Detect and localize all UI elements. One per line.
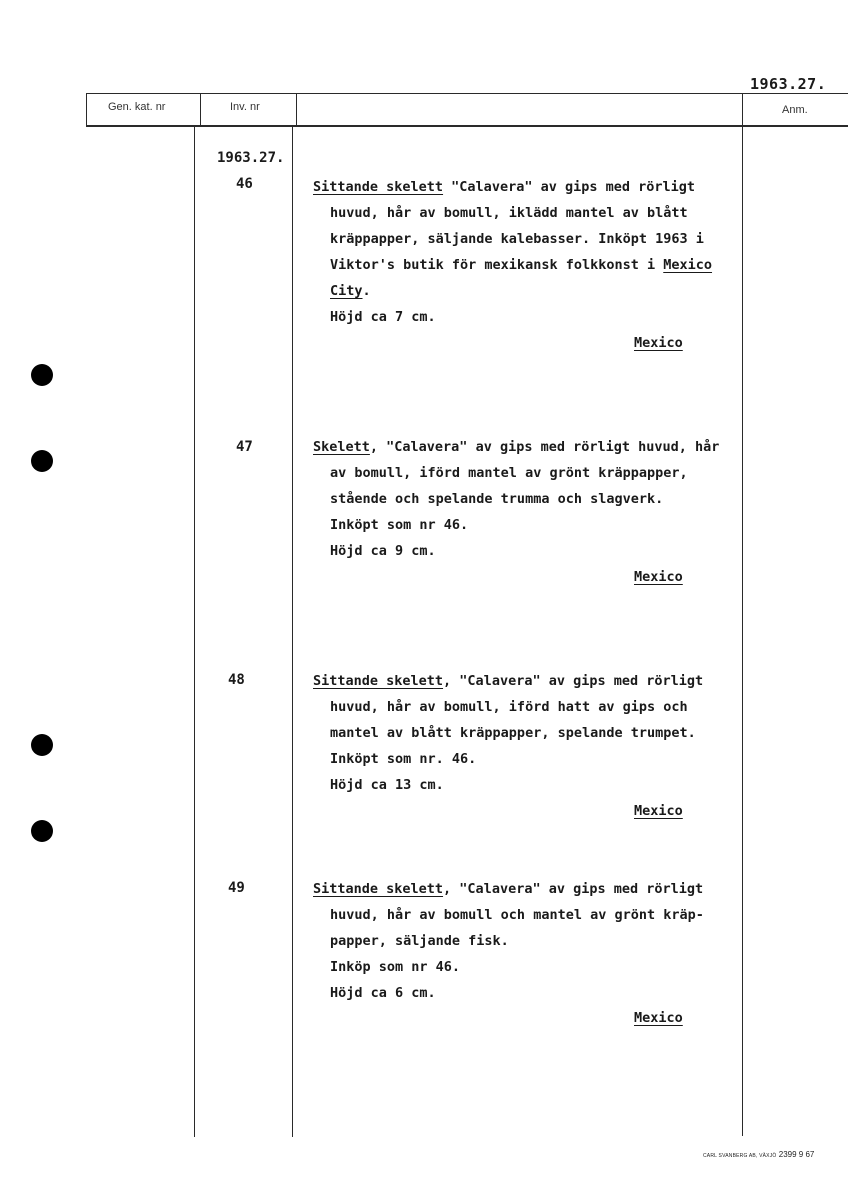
entry-height: Höjd ca 6 cm.: [330, 985, 436, 1001]
punch-hole: [31, 820, 53, 842]
entry-height: Höjd ca 7 cm.: [330, 309, 436, 325]
header-left-border: [86, 93, 87, 127]
entry-line: [313, 278, 753, 304]
header-divider-2: [296, 93, 297, 127]
entry-text: Viktor's butik för mexikansk folkkonst i: [330, 257, 664, 273]
form-code: 2399 9 67: [778, 1150, 815, 1159]
entry-line: mantel av blått kräppapper, spelande trumpet.: [330, 725, 696, 741]
printer-imprint: [703, 1150, 814, 1159]
inventory-number: 48: [228, 672, 245, 688]
entry-description: [313, 434, 753, 564]
entry-line: av bomull, iförd mantel av grönt kräppapper,: [330, 465, 688, 481]
entry-text: "Calavera" av gips med rörligt: [443, 179, 696, 195]
entry-origin: Mexico: [634, 1010, 683, 1026]
entry-title: Sittande skelett: [313, 179, 444, 195]
entry-line: Inköpt som nr 46.: [330, 517, 469, 533]
entry-line: papper, säljande fisk.: [330, 933, 509, 949]
entry-line: Inköpt som nr. 46.: [330, 751, 477, 767]
punch-hole: [31, 364, 53, 386]
entry-description: [313, 174, 753, 330]
entry-text: , "Calavera" av gips med rörligt: [443, 881, 704, 897]
entry-height: Höjd ca 13 cm.: [330, 777, 444, 793]
entry-title: Sittande skelett: [313, 673, 444, 689]
entry-first-line: [313, 668, 753, 694]
entry-line: huvud, hår av bomull, iklädd mantel av blått: [330, 205, 688, 221]
entry-description: [313, 668, 753, 798]
punch-hole: [31, 450, 53, 472]
card-reference-number: 1963.27.: [750, 75, 827, 93]
entry-line: [313, 252, 753, 278]
entry-origin: Mexico: [634, 335, 683, 351]
entry-title: Skelett: [313, 439, 370, 455]
entry-height: Höjd ca 9 cm.: [330, 543, 436, 559]
entry-origin: Mexico: [634, 803, 683, 819]
inventory-number: 47: [236, 439, 253, 455]
column-header-anm: Anm.: [782, 104, 808, 116]
entry-origin: Mexico: [634, 569, 683, 585]
entry-first-line: [313, 434, 753, 460]
entry-first-line: [313, 174, 753, 200]
entry-line: huvud, hår av bomull och mantel av grönt kräp-: [330, 907, 704, 923]
column-divider-gen-inv: [194, 127, 195, 1137]
inventory-number: 46: [236, 176, 253, 192]
column-divider-inv-desc: [292, 127, 293, 1137]
punch-hole: [31, 734, 53, 756]
entry-line: Inköp som nr 46.: [330, 959, 461, 975]
entry-description: [313, 876, 753, 1006]
entry-title: Sittande skelett: [313, 881, 444, 897]
series-number: 1963.27.: [217, 150, 285, 166]
entry-line: kräppapper, säljande kalebasser. Inköpt 1963 i: [330, 231, 704, 247]
column-header-gen-kat-nr: Gen. kat. nr: [108, 101, 166, 113]
entry-first-line: [313, 876, 753, 902]
printer-name: CARL SVANBERG AB, VÄXJÖ: [703, 1153, 777, 1159]
entry-text: , "Calavera" av gips med rörligt: [443, 673, 704, 689]
entry-line: stående och spelande trumma och slagverk.: [330, 491, 664, 507]
entry-line: huvud, hår av bomull, iförd hatt av gips och: [330, 699, 688, 715]
entry-text: .: [362, 283, 371, 299]
entry-place: City: [330, 283, 363, 299]
header-divider-1: [200, 93, 201, 127]
entry-text: , "Calavera" av gips med rörligt huvud, hår: [369, 439, 720, 455]
column-header-inv-nr: Inv. nr: [230, 101, 260, 113]
entry-place: Mexico: [663, 257, 713, 273]
inventory-number: 49: [228, 880, 245, 896]
